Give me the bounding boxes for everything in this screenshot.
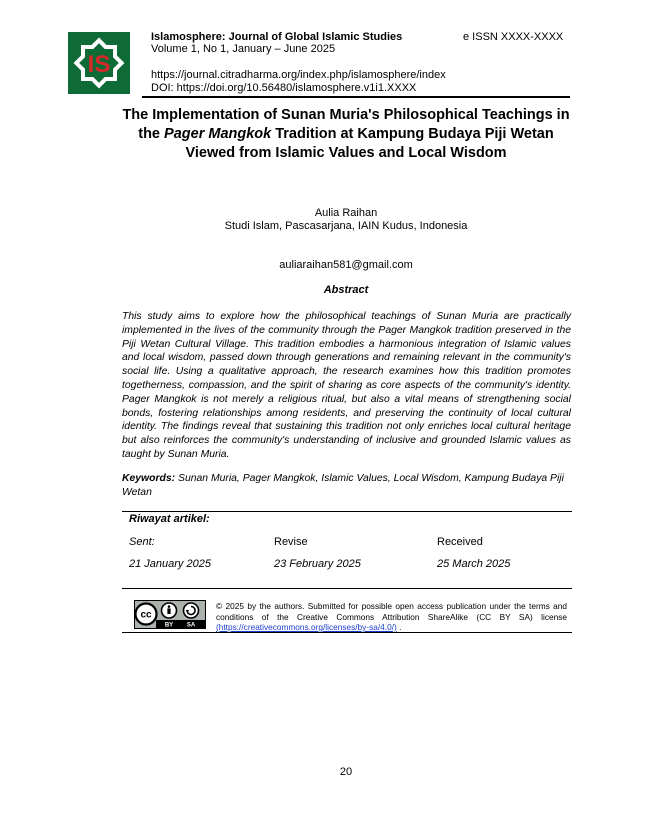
article-title — [120, 106, 572, 163]
author-email[interactable]: auliaraihan581@gmail.com — [279, 259, 413, 271]
header-divider — [142, 96, 570, 98]
history-date-revise: 23 February 2025 — [274, 558, 361, 570]
cc-icon — [136, 604, 157, 625]
history-title: Riwayat artikel: — [129, 513, 210, 525]
sa-label: SA — [186, 622, 196, 629]
license-link[interactable]: (https://creativecommons.org/licenses/by-sa/4.0/) — [216, 622, 397, 632]
svg-text:cc: cc — [140, 609, 152, 621]
sharealike-icon — [184, 603, 199, 618]
attribution-icon — [162, 603, 177, 618]
history-bottom-rule — [122, 588, 572, 589]
author-name: Aulia Raihan — [314, 207, 378, 219]
page-number: 20 — [339, 766, 353, 778]
license-suffix: . — [396, 622, 402, 632]
abstract-heading: Abstract — [323, 284, 369, 296]
history-label-revise: Revise — [274, 536, 308, 548]
journal-url[interactable]: https://journal.citradharma.org/index.php/islamosphere/index — [151, 69, 446, 81]
license-rule — [122, 632, 572, 633]
volume-info: Volume 1, No 1, January – June 2025 — [151, 43, 336, 55]
abstract-text: This study aims to explore how the philosophical teachings of Sunan Muria are practically implemented in the lives of the community through the Pager Mangkok tradition preserved in the Piji Wetan Cultural Village. This tradition embodies a harmonious integration of Islamic values and local wisdom, passed down through generations and remaining relevant in the community's social life. Using a qualitative approach, the research examines how this tradition promotes togetherness, compassion, and the spirit of sharing as core aspects of the community's identity. Pager Mangkok is not merely a religious ritual, but also a vital means of strengthening social bonds, fostering relationships among residents, and preserving the continuity of local cultural identity. The findings reveal that sustaining this tradition not only enriches local cultural heritage but also reinforces the community's understanding of inclusive and grounded Islamic values as taught by Sunan Muria. — [122, 311, 571, 460]
keywords — [122, 472, 571, 500]
journal-logo — [68, 32, 130, 94]
keywords-label: Keywords: — [122, 473, 176, 484]
license-text — [216, 601, 567, 633]
cc-by-sa-badge[interactable] — [134, 600, 206, 629]
author-affiliation: Studi Islam, Pascasarjana, IAIN Kudus, Indonesia — [224, 220, 468, 232]
history-date-sent: 21 January 2025 — [129, 558, 211, 570]
by-label: BY — [164, 622, 174, 629]
doi[interactable]: DOI: https://doi.org/10.56480/islamosphere.v1i1.XXXX — [151, 82, 417, 94]
title-part-1: The Implementation of Sunan Muria's Philosophical Teachings in the — [122, 107, 570, 142]
history-top-rule — [122, 511, 572, 512]
journal-title: Islamosphere: Journal of Global Islamic Studies — [151, 31, 403, 43]
history-label-sent: Sent: — [129, 536, 155, 548]
history-date-received: 25 March 2025 — [437, 558, 511, 570]
title-part-2: Tradition at Kampung Budaya Piji Wetan Viewed from Islamic Values and Local Wisdom — [185, 126, 554, 161]
title-italic: Pager Mangkok — [164, 126, 272, 142]
license-statement: © 2025 by the authors. Submitted for possible open access publication under the terms and conditions of the Creative Commons Attribution ShareAlike (CC BY SA) license — [216, 601, 567, 622]
logo-letters: IS — [87, 51, 111, 78]
history-label-received: Received — [437, 536, 483, 548]
star-emblem-icon — [68, 32, 130, 94]
keywords-list: Sunan Muria, Pager Mangkok, Islamic Values, Local Wisdom, Kampung Budaya Piji Wetan — [122, 473, 564, 498]
issn: e ISSN XXXX-XXXX — [463, 31, 564, 43]
